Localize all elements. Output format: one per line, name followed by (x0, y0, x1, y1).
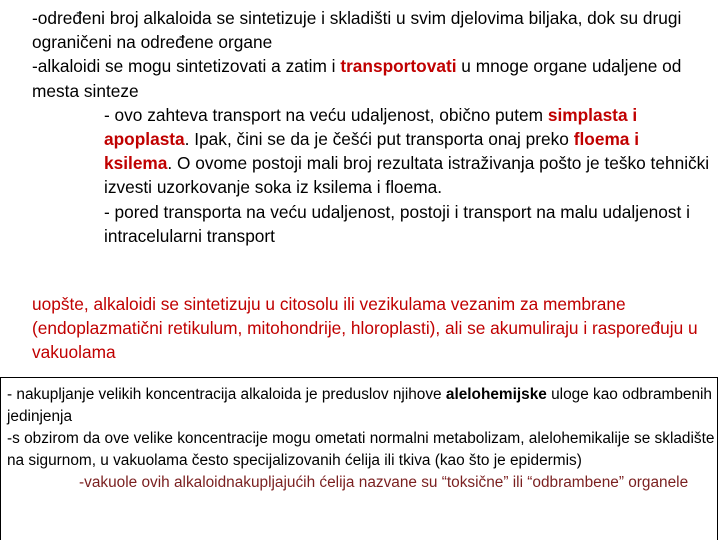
text-segment: . O ovome postoji mali broj rezultata istraživanja pošto je teško tehnički izvesti uzorkovanje soka iz ksilema i floema. (104, 153, 710, 198)
highlight-floem-ksilem: floema i ksilema (104, 129, 640, 174)
paragraph-synthesis-storage: -određeni broj alkaloida se sintetizuje i skladišti u svim djelovima biljaka, dok su drugi ograničeni na određene organe (32, 8, 682, 53)
text-segment: . Ipak, čini se da je češći put transporta onaj preko (184, 129, 574, 150)
intro-text-block (32, 6, 712, 248)
paragraph-short-distance: - pored transporta na veću udaljenost, postoji i transport na malu udaljenost i intracelularni transport (104, 201, 690, 246)
text-segment: -alkaloidi se mogu sintetizovati a zatim i (32, 56, 341, 77)
text-segment: u mnoge organe udaljene od mesta sinteze (32, 56, 682, 101)
paragraph-toxic-organelles: -vakuole ovih alkaloidnakupljajućih ćelija nazvane su “toksične” ili “odbrambene” organele (79, 474, 689, 491)
accumulation-box (0, 377, 718, 540)
paragraph-storage-safe: -s obzirom da ove velike koncentracije mogu ometati normalni metabolizam, alelohemikalije se skladište na sigurnom, u vakuolama često specijalizovanih ćelija ili tkiva (kao što je epidermis) (7, 430, 715, 469)
paragraph-cytosol: uopšte, alkaloidi se sintetizuju u citosolu ili vezikulama vezanim za membrane (endoplazmatični retikulum, mitohondrije, hloroplasti), ali se akumuliraju i raspoređuju u vakuolama (32, 294, 698, 363)
text-segment: - nakupljanje velikih koncentracija alkaloida je preduslov njihove (7, 386, 446, 403)
paragraph-accumulation (7, 384, 717, 428)
paragraph-long-distance (32, 103, 712, 200)
text-segment: uloge kao odbrambenih jedinjenja (7, 386, 712, 425)
paragraph-transport (32, 54, 712, 102)
bold-alelohemijske: alelohemijske (445, 386, 547, 403)
cytosol-vacuole-block (32, 292, 712, 365)
highlight-transportovati: transportovati (340, 56, 457, 77)
text-segment: - ovo zahteva transport na veću udaljenost, obično putem (104, 104, 548, 125)
highlight-simplast-apoplast: simplasta i apoplasta (104, 104, 638, 150)
